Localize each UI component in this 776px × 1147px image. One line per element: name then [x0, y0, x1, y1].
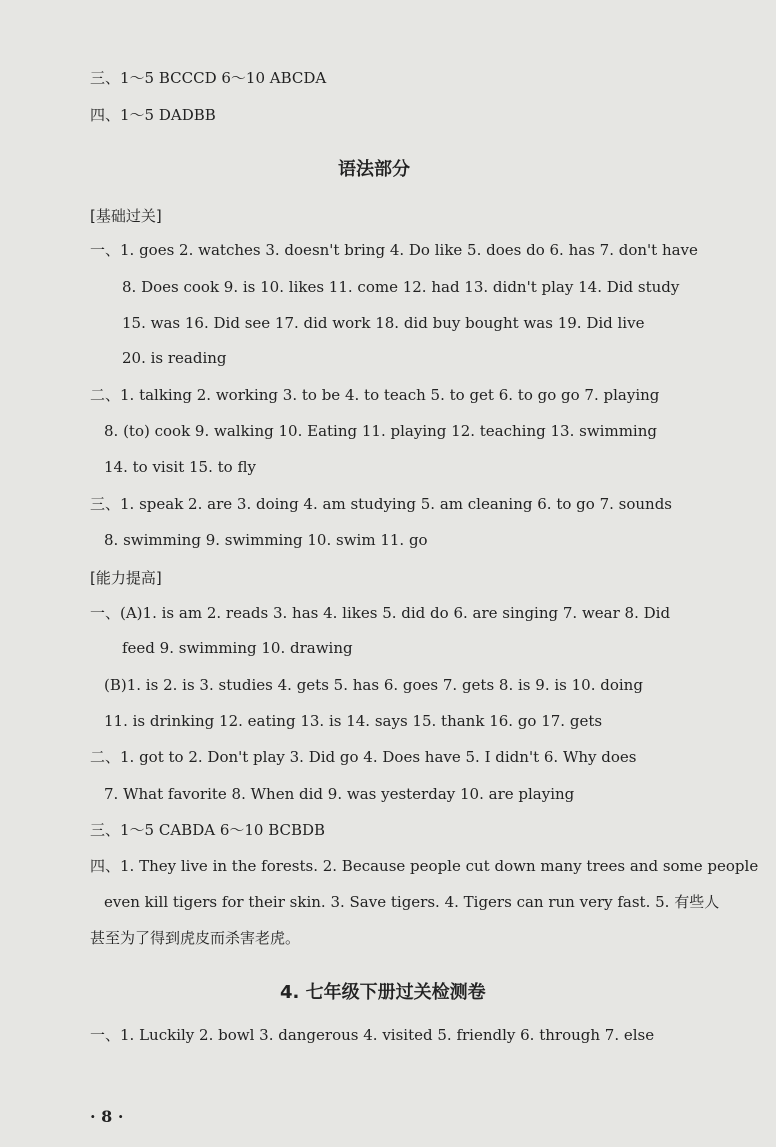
answer-line: 一、(A)1. is am 2. reads 3. has 4. likes 5. did do 6. are singing 7. wear 8. Did	[90, 604, 671, 622]
answer-line: 三、1. speak 2. are 3. doing 4. am studying 5. am cleaning 6. to go 7. sounds	[90, 495, 672, 513]
answer-line: 四、1. They live in the forests. 2. Because people cut down many trees and some people	[90, 857, 759, 875]
answer-line: 15. was 16. Did see 17. did work 18. did buy bought was 19. Did live	[122, 314, 645, 332]
answer-line: 一、1. Luckily 2. bowl 3. dangerous 4. visited 5. friendly 6. through 7. else	[90, 1026, 655, 1044]
answer-line: 甚至为了得到虎皮而杀害老虎。	[90, 929, 301, 947]
section-title-test: 4. 七年级下册过关检测卷	[280, 982, 486, 1003]
answer-line: even kill tigers for their skin. 3. Save tigers. 4. Tigers can run very fast. 5. 有些人	[104, 893, 720, 911]
answer-line: 8. Does cook 9. is 10. likes 11. come 12. had 13. didn't play 14. Did study	[122, 278, 680, 296]
answer-line: 四、1～5 DADBB	[90, 106, 216, 124]
answer-line: 三、1～5 CABDA 6～10 BCBDB	[90, 821, 326, 839]
answer-line: 8. (to) cook 9. walking 10. Eating 11. playing 12. teaching 13. swimming	[104, 422, 657, 440]
answer-line: 8. swimming 9. swimming 10. swim 11. go	[104, 531, 428, 549]
answer-line: 7. What favorite 8. When did 9. was yesterday 10. are playing	[104, 785, 575, 803]
answer-line: 二、1. got to 2. Don't play 3. Did go 4. Does have 5. I didn't 6. Why does	[90, 748, 637, 766]
section-title-grammar: 语法部分	[338, 159, 410, 180]
page-number: · 8 ·	[90, 1107, 124, 1126]
answer-line: 14. to visit 15. to fly	[104, 458, 256, 476]
answer-line: 20. is reading	[122, 349, 227, 367]
subsection-advanced: [能力提高]	[90, 569, 162, 587]
answer-line: 二、1. talking 2. working 3. to be 4. to teach 5. to get 6. to go go 7. playing	[90, 386, 660, 404]
answer-line: 一、1. goes 2. watches 3. doesn't bring 4. Do like 5. does do 6. has 7. don't have	[90, 241, 698, 259]
subsection-basic: [基础过关]	[90, 207, 162, 225]
answer-line: feed 9. swimming 10. drawing	[122, 639, 353, 657]
answer-line: (B)1. is 2. is 3. studies 4. gets 5. has 6. goes 7. gets 8. is 9. is 10. doing	[104, 676, 643, 694]
answer-line: 三、1～5 BCCCD 6～10 ABCDA	[90, 69, 327, 87]
answer-line: 11. is drinking 12. eating 13. is 14. says 15. thank 16. go 17. gets	[104, 712, 603, 730]
